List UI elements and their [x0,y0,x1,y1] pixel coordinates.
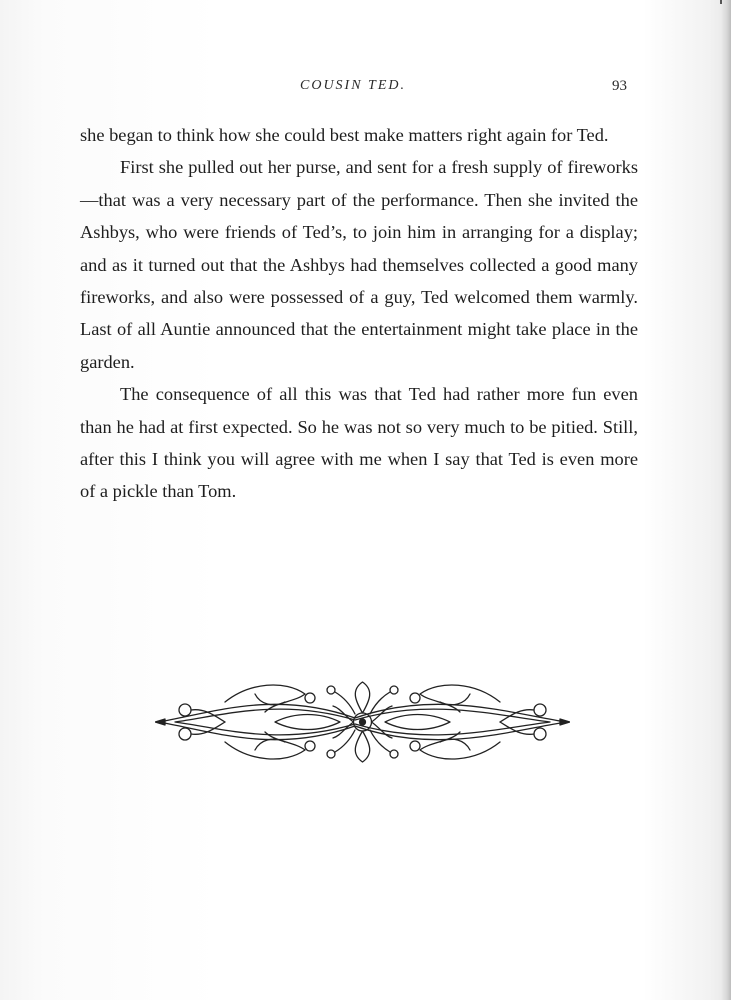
paragraph-continuation: she began to think how she could best make matters right again for Ted. [80,125,609,145]
body-text [80,119,638,508]
running-title: COUSIN TED. [300,78,407,93]
page-number: 93 [612,78,627,94]
running-header [0,78,731,100]
paragraph-fireworks: First she pulled out her purse, and sent for a fresh supply of fireworks—that was a very necessary part of the performance. Then she invited the Ashbys, who were friends of Ted’s, to join him in arranging for a display; and as it turned out that the Ashbys had themselves collected a good many fireworks, and also were possessed of a guy, Ted welcomed them warmly. Last of all Auntie announced that the entertainment might take place in the garden. [80,157,638,372]
page-edge-shadow [721,0,731,1000]
scroll-ornament-icon [155,672,570,772]
paragraph-consequence: The consequence of all this was that Ted had rather more fun even than he had at first expected. So he was not so very much to be pitied. Still, after this I think you will agree with me when I say that Ted is even more of a pickle than Tom. [80,384,638,502]
